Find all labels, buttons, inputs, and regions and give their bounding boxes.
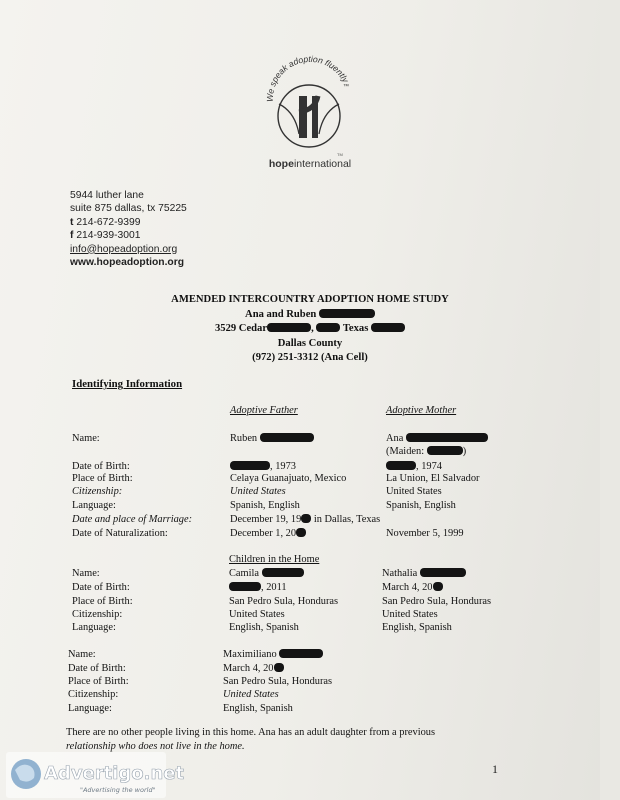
label-dob: Date of Birth: xyxy=(72,461,130,472)
child3-dob: March 4, 20 xyxy=(223,663,284,674)
child1-pob: San Pedro Sula, Honduras xyxy=(229,596,339,607)
redaction-mark xyxy=(386,461,416,470)
logo-arc-text: We speak adoption fluently xyxy=(264,53,351,103)
child2-language: English, Spanish xyxy=(382,622,452,633)
child-label-language: Language: xyxy=(72,622,116,633)
label-language: Language: xyxy=(72,500,116,511)
advertigo-watermark xyxy=(6,752,185,798)
child3-pob: San Pedro Sula, Honduras xyxy=(223,676,333,687)
child3-label-name: Name: xyxy=(68,649,96,660)
redaction-mark xyxy=(267,323,311,332)
header-address: 3529 Cedar , Texas xyxy=(60,322,560,337)
child-label-pob: Place of Birth: xyxy=(72,596,133,607)
mother-maiden: (Maiden: ) xyxy=(386,446,467,457)
page-number: 1 xyxy=(492,762,498,776)
redaction-mark xyxy=(274,663,284,672)
section-identifying-information: Identifying Information xyxy=(72,378,183,390)
svg-text:We speak adoption fluently xyxy=(265,54,351,102)
mother-dob: , 1974 xyxy=(386,461,442,472)
child1-language: English, Spanish xyxy=(229,622,299,633)
document-header xyxy=(60,293,560,366)
father-naturalization: December 1, 20 xyxy=(230,528,306,539)
logo-tm-small: TM xyxy=(337,152,343,157)
child3-language: English, Spanish xyxy=(223,703,293,714)
redaction-mark xyxy=(433,582,443,591)
brand-name xyxy=(0,158,620,170)
child3-citizenship: United States xyxy=(223,689,279,700)
father-dob: , 1973 xyxy=(230,461,296,472)
brand-rest: international xyxy=(293,158,352,170)
child3-label-dob: Date of Birth: xyxy=(68,663,126,674)
contact-block xyxy=(70,189,187,269)
label-marriage: Date and place of Marriage: xyxy=(72,514,193,525)
contact-website-link[interactable]: www.hopeadoption.org xyxy=(70,257,185,269)
child2-name: Nathalia xyxy=(382,568,466,579)
mother-pob: La Union, El Salvador xyxy=(386,473,480,484)
hope-international-logo xyxy=(255,52,365,162)
contact-suite: suite 875 dallas, tx 75225 xyxy=(70,203,187,215)
father-language: Spanish, English xyxy=(230,500,300,511)
watermark-tagline: "Advertising the world" xyxy=(80,786,156,794)
label-name: Name: xyxy=(72,433,100,444)
header-county: Dallas County xyxy=(277,337,343,349)
note-line-2: relationship who does not live in the home. xyxy=(66,740,245,752)
contact-phone-line: t 214-672-9399 xyxy=(70,216,141,228)
contact-fax-line: f 214-939-3001 xyxy=(70,230,141,242)
redaction-mark xyxy=(230,461,270,470)
father-citizenship: United States xyxy=(230,486,286,497)
mother-citizenship: United States xyxy=(386,486,442,497)
father-pob: Celaya Guanajuato, Mexico xyxy=(230,473,347,484)
marriage-date-place: December 19, 19 in Dallas, Texas xyxy=(230,514,381,525)
contact-fax: 214-939-3001 xyxy=(76,230,141,242)
redaction-mark xyxy=(301,514,311,523)
redaction-mark xyxy=(319,309,375,318)
child3-name: Maximiliano xyxy=(223,649,323,660)
header-phone: (972) 251-3312 (Ana Cell) xyxy=(252,352,368,364)
note-line-1: There are no other people living in this home. Ana has an adult daughter from a previous xyxy=(66,727,436,738)
mother-naturalization: November 5, 1999 xyxy=(386,528,464,539)
redaction-mark xyxy=(260,433,314,442)
mother-name: Ana xyxy=(386,433,488,444)
header-names: Ana and Ruben xyxy=(60,308,560,323)
child1-citizenship: United States xyxy=(229,609,285,620)
child-label-dob: Date of Birth: xyxy=(72,582,130,593)
watermark-brand: Advertigo.net xyxy=(44,763,185,784)
child3-label-language: Language: xyxy=(68,703,112,714)
mother-heading: Adoptive Mother xyxy=(386,405,457,416)
child3-label-pob: Place of Birth: xyxy=(68,676,129,687)
redaction-mark xyxy=(316,323,340,332)
redaction-mark xyxy=(427,446,463,455)
child1-dob: , 2011 xyxy=(229,582,287,593)
logo-tm-mark: ™ xyxy=(343,84,349,90)
redaction-mark xyxy=(229,582,261,591)
mother-language: Spanish, English xyxy=(386,500,456,511)
child3-label-citizenship: Citizenship: xyxy=(68,689,119,700)
household-note xyxy=(66,726,526,753)
redaction-mark xyxy=(262,568,304,577)
child2-dob: March 4, 20 xyxy=(382,582,443,593)
contact-phone: 214-672-9399 xyxy=(76,216,141,228)
child-label-citizenship: Citizenship: xyxy=(72,609,123,620)
child-label-name: Name: xyxy=(72,568,100,579)
label-citizenship: Citizenship: xyxy=(72,486,123,497)
child2-citizenship: United States xyxy=(382,609,438,620)
redaction-mark xyxy=(296,528,306,537)
label-pob: Place of Birth: xyxy=(72,473,133,484)
document-title: AMENDED INTERCOUNTRY ADOPTION HOME STUDY xyxy=(171,294,449,305)
child1-name: Camila xyxy=(229,568,304,579)
child2-pob: San Pedro Sula, Honduras xyxy=(382,596,492,607)
father-name: Ruben xyxy=(230,433,314,444)
label-naturalization: Date of Naturalization: xyxy=(72,528,168,539)
father-heading: Adoptive Father xyxy=(230,405,298,416)
redaction-mark xyxy=(279,649,323,658)
children-heading: Children in the Home xyxy=(229,554,320,565)
redaction-mark xyxy=(420,568,466,577)
redaction-mark xyxy=(371,323,405,332)
brand-bold: hope xyxy=(268,158,294,170)
contact-email-link[interactable]: info@hopeadoption.org xyxy=(70,243,178,255)
contact-street: 5944 luther lane xyxy=(70,190,144,201)
redaction-mark xyxy=(406,433,488,442)
